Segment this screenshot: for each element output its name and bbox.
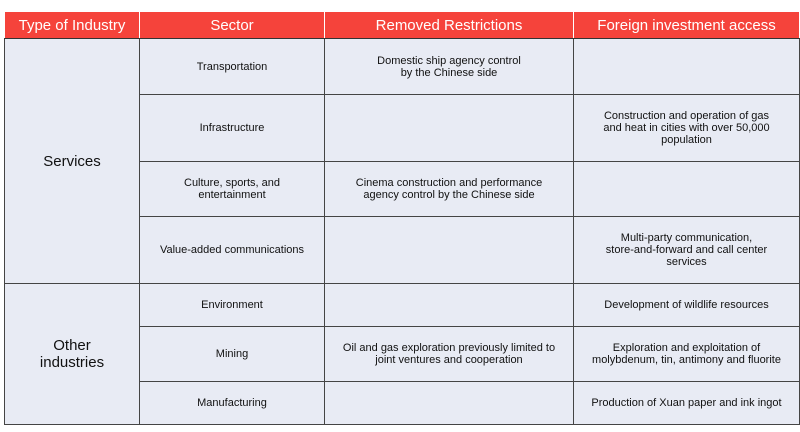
foreign-access-cell: Multi-party communication, store-and-forward and call center services xyxy=(574,217,800,284)
sector-cell: Manufacturing xyxy=(140,382,325,425)
removed-restrictions-cell: Oil and gas exploration previously limited to joint ventures and cooperation xyxy=(325,327,574,382)
table-row xyxy=(5,39,800,95)
industry-type-services: Services xyxy=(5,39,140,284)
foreign-access-cell xyxy=(574,39,800,95)
sector-cell: Value-added communications xyxy=(140,217,325,284)
foreign-access-cell: Development of wildlife resources xyxy=(574,284,800,327)
header-row xyxy=(5,12,800,39)
removed-restrictions-cell: Domestic ship agency control by the Chinese side xyxy=(325,39,574,95)
header-sector: Sector xyxy=(140,12,325,39)
removed-restrictions-cell xyxy=(325,95,574,162)
foreign-access-cell xyxy=(574,162,800,217)
header-foreign-investment-access: Foreign investment access xyxy=(574,12,800,39)
sector-cell: Transportation xyxy=(140,39,325,95)
sector-cell: Environment xyxy=(140,284,325,327)
sector-cell: Infrastructure xyxy=(140,95,325,162)
sector-cell: Mining xyxy=(140,327,325,382)
removed-restrictions-cell xyxy=(325,217,574,284)
industry-restrictions-table xyxy=(4,11,800,425)
foreign-access-cell: Production of Xuan paper and ink ingot xyxy=(574,382,800,425)
header-removed-restrictions: Removed Restrictions xyxy=(325,12,574,39)
foreign-access-cell: Construction and operation of gas and heat in cities with over 50,000 population xyxy=(574,95,800,162)
sector-cell: Culture, sports, and entertainment xyxy=(140,162,325,217)
removed-restrictions-cell xyxy=(325,382,574,425)
header-type-of-industry: Type of Industry xyxy=(5,12,140,39)
table-row xyxy=(5,284,800,327)
removed-restrictions-cell xyxy=(325,284,574,327)
industry-table-container xyxy=(4,11,799,425)
foreign-access-cell: Exploration and exploitation of molybdenum, tin, antimony and fluorite xyxy=(574,327,800,382)
removed-restrictions-cell: Cinema construction and performance agency control by the Chinese side xyxy=(325,162,574,217)
industry-type-other-industries: Other industries xyxy=(5,284,140,425)
